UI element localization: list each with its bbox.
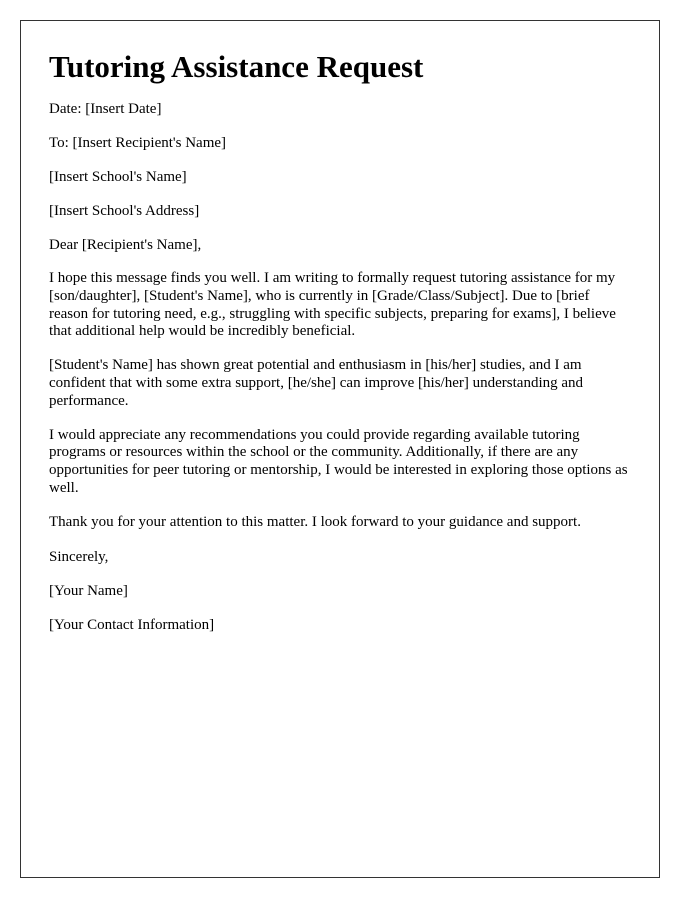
salutation: Dear [Recipient's Name], [49, 237, 202, 253]
letter-title: Tutoring Assistance Request [49, 49, 424, 84]
body-paragraph-intro: I hope this message finds you well. I am writing to formally request tutoring assistance for my [son/daughter], [Student's Name], who is currently in [Grade/Class/Subject]. Due to [brief reason for tutoring need, e.g., struggling with specific subjects, preparing for exams], I believe that additional help would be incredibly beneficial. [49, 270, 616, 340]
school-name-line: [Insert School's Name] [49, 169, 187, 185]
signature-contact: [Your Contact Information] [49, 616, 215, 633]
body-paragraph-recommendations: I would appreciate any recommendations you could provide regarding available tutoring programs or resources within the school or the community. Additionally, if there are any opportunities for peer tutoring or mentorship, I would be interested in exploring those options as well. [49, 426, 628, 496]
school-address-line: [Insert School's Address] [49, 203, 200, 219]
closing: Sincerely, [49, 548, 109, 565]
body-paragraph-thanks: Thank you for your attention to this matter. I look forward to your guidance and support. [49, 513, 581, 530]
date-line: Date: [Insert Date] [49, 101, 162, 117]
signature-name: [Your Name] [49, 582, 128, 599]
letter-page [20, 20, 660, 878]
recipient-line: To: [Insert Recipient's Name] [49, 135, 227, 151]
body-paragraph-potential: [Student's Name] has shown great potential and enthusiasm in [his/her] studies, and I am confident that with some extra support, [he/she] can improve [his/her] understanding and performance. [49, 357, 584, 409]
